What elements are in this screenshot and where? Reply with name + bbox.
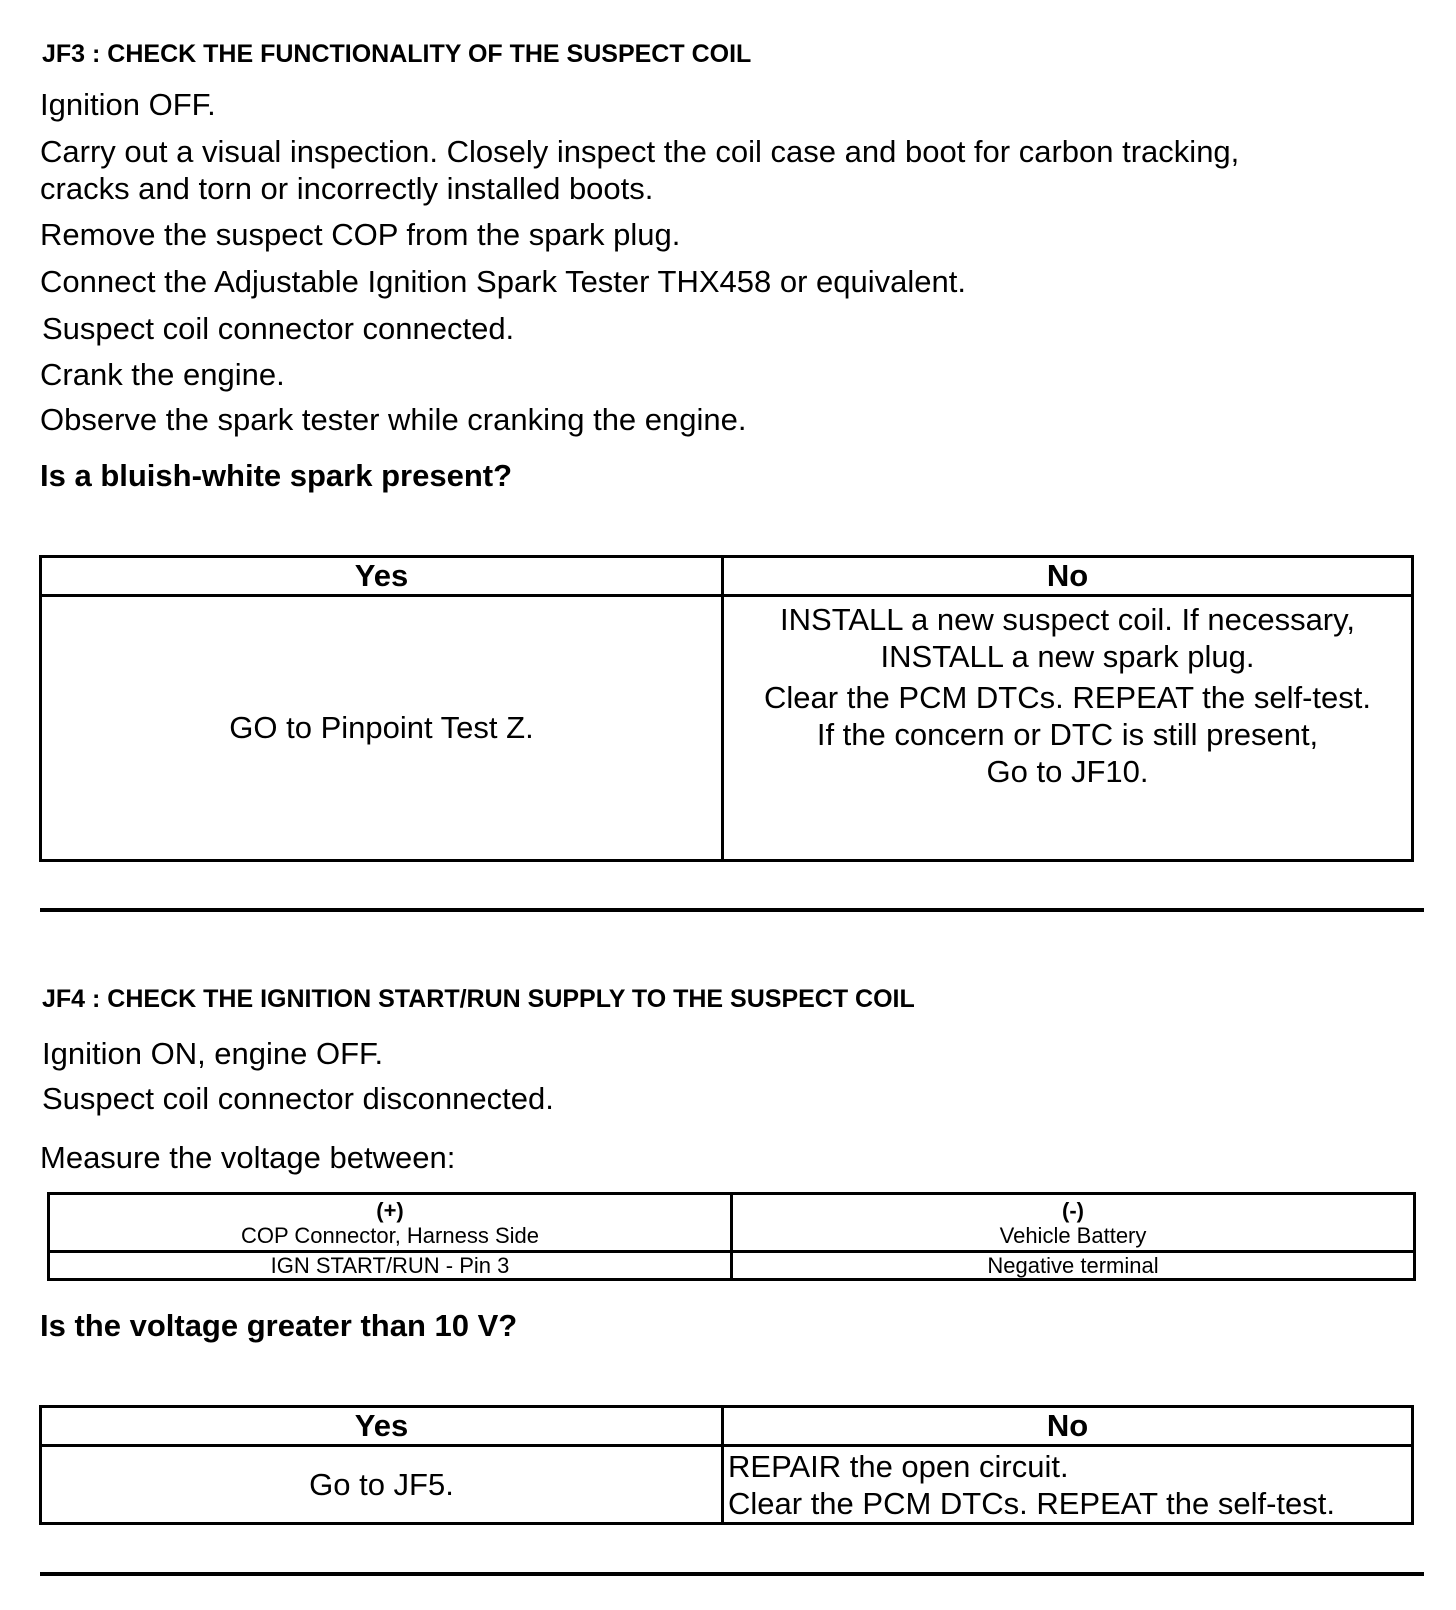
jf4-no-line-1: REPAIR the open circuit. [728,1448,1069,1484]
jf3-step-5: Suspect coil connector connected. [42,311,515,346]
jf3-step-2: Carry out a visual inspection. Closely inspect the coil case and boot for carbon tracking, [40,134,1240,169]
jf4-yes-cell [41,1446,723,1524]
positive-sign: (+) [376,1197,404,1223]
jf4-yes-header: Yes [41,1407,723,1446]
jf4-no-header: No [723,1407,1413,1446]
cop-connector-label: COP Connector, Harness Side [241,1222,539,1248]
jf4-measure-col2-header [732,1194,1415,1252]
jf4-step-3: Measure the voltage between: [40,1140,456,1175]
ign-start-run-pin: IGN START/RUN - Pin 3 [49,1252,732,1280]
jf4-measure-col1-header [49,1194,732,1252]
jf3-yes-header: Yes [41,557,723,596]
jf4-no-line-2: Clear the PCM DTCs. REPEAT the self-test. [728,1485,1335,1521]
jf4-question: Is the voltage greater than 10 V? [40,1308,518,1343]
section-divider-1 [40,908,1424,912]
negative-sign: (-) [1062,1197,1084,1223]
jf4-heading: JF4 : CHECK THE IGNITION START/RUN SUPPLY TO THE SUSPECT COIL [42,985,915,1013]
section-divider-2 [40,1572,1424,1576]
jf4-no-cell [723,1446,1413,1524]
jf3-yes-cell [41,596,723,861]
jf3-step-3: Remove the suspect COP from the spark plug. [40,217,681,252]
jf4-result-table [39,1405,1414,1525]
jf4-step-2: Suspect coil connector disconnected. [42,1081,554,1116]
jf4-step-1: Ignition ON, engine OFF. [42,1036,384,1071]
jf3-step-1: Ignition OFF. [40,87,216,122]
jf3-result-table [39,555,1414,862]
jf3-no-line-3: Clear the PCM DTCs. REPEAT the self-test. [764,680,1371,715]
jf3-question: Is a bluish-white spark present? [40,458,513,493]
jf3-step-6: Crank the engine. [40,357,285,392]
jf3-yes-text: GO to Pinpoint Test Z. [229,710,534,745]
jf4-measure-table [47,1192,1416,1281]
jf3-no-line-5: Go to JF10. [986,754,1149,789]
jf3-no-line-2: INSTALL a new spark plug. [880,639,1255,674]
jf3-no-cell [723,596,1413,861]
jf4-yes-text: Go to JF5. [309,1466,454,1502]
jf3-step-4: Connect the Adjustable Ignition Spark Tester THX458 or equivalent. [40,264,966,299]
jf3-heading: JF3 : CHECK THE FUNCTIONALITY OF THE SUSPECT COIL [42,40,752,68]
jf3-no-header: No [723,557,1413,596]
jf3-step-2-cont: cracks and torn or incorrectly installed boots. [40,171,654,206]
jf3-no-line-1: INSTALL a new suspect coil. If necessary, [780,602,1355,637]
jf3-no-line-4: If the concern or DTC is still present, [816,717,1319,752]
vehicle-battery-label: Vehicle Battery [999,1222,1147,1248]
jf3-step-7: Observe the spark tester while cranking the engine. [40,402,747,437]
negative-terminal: Negative terminal [732,1252,1415,1280]
